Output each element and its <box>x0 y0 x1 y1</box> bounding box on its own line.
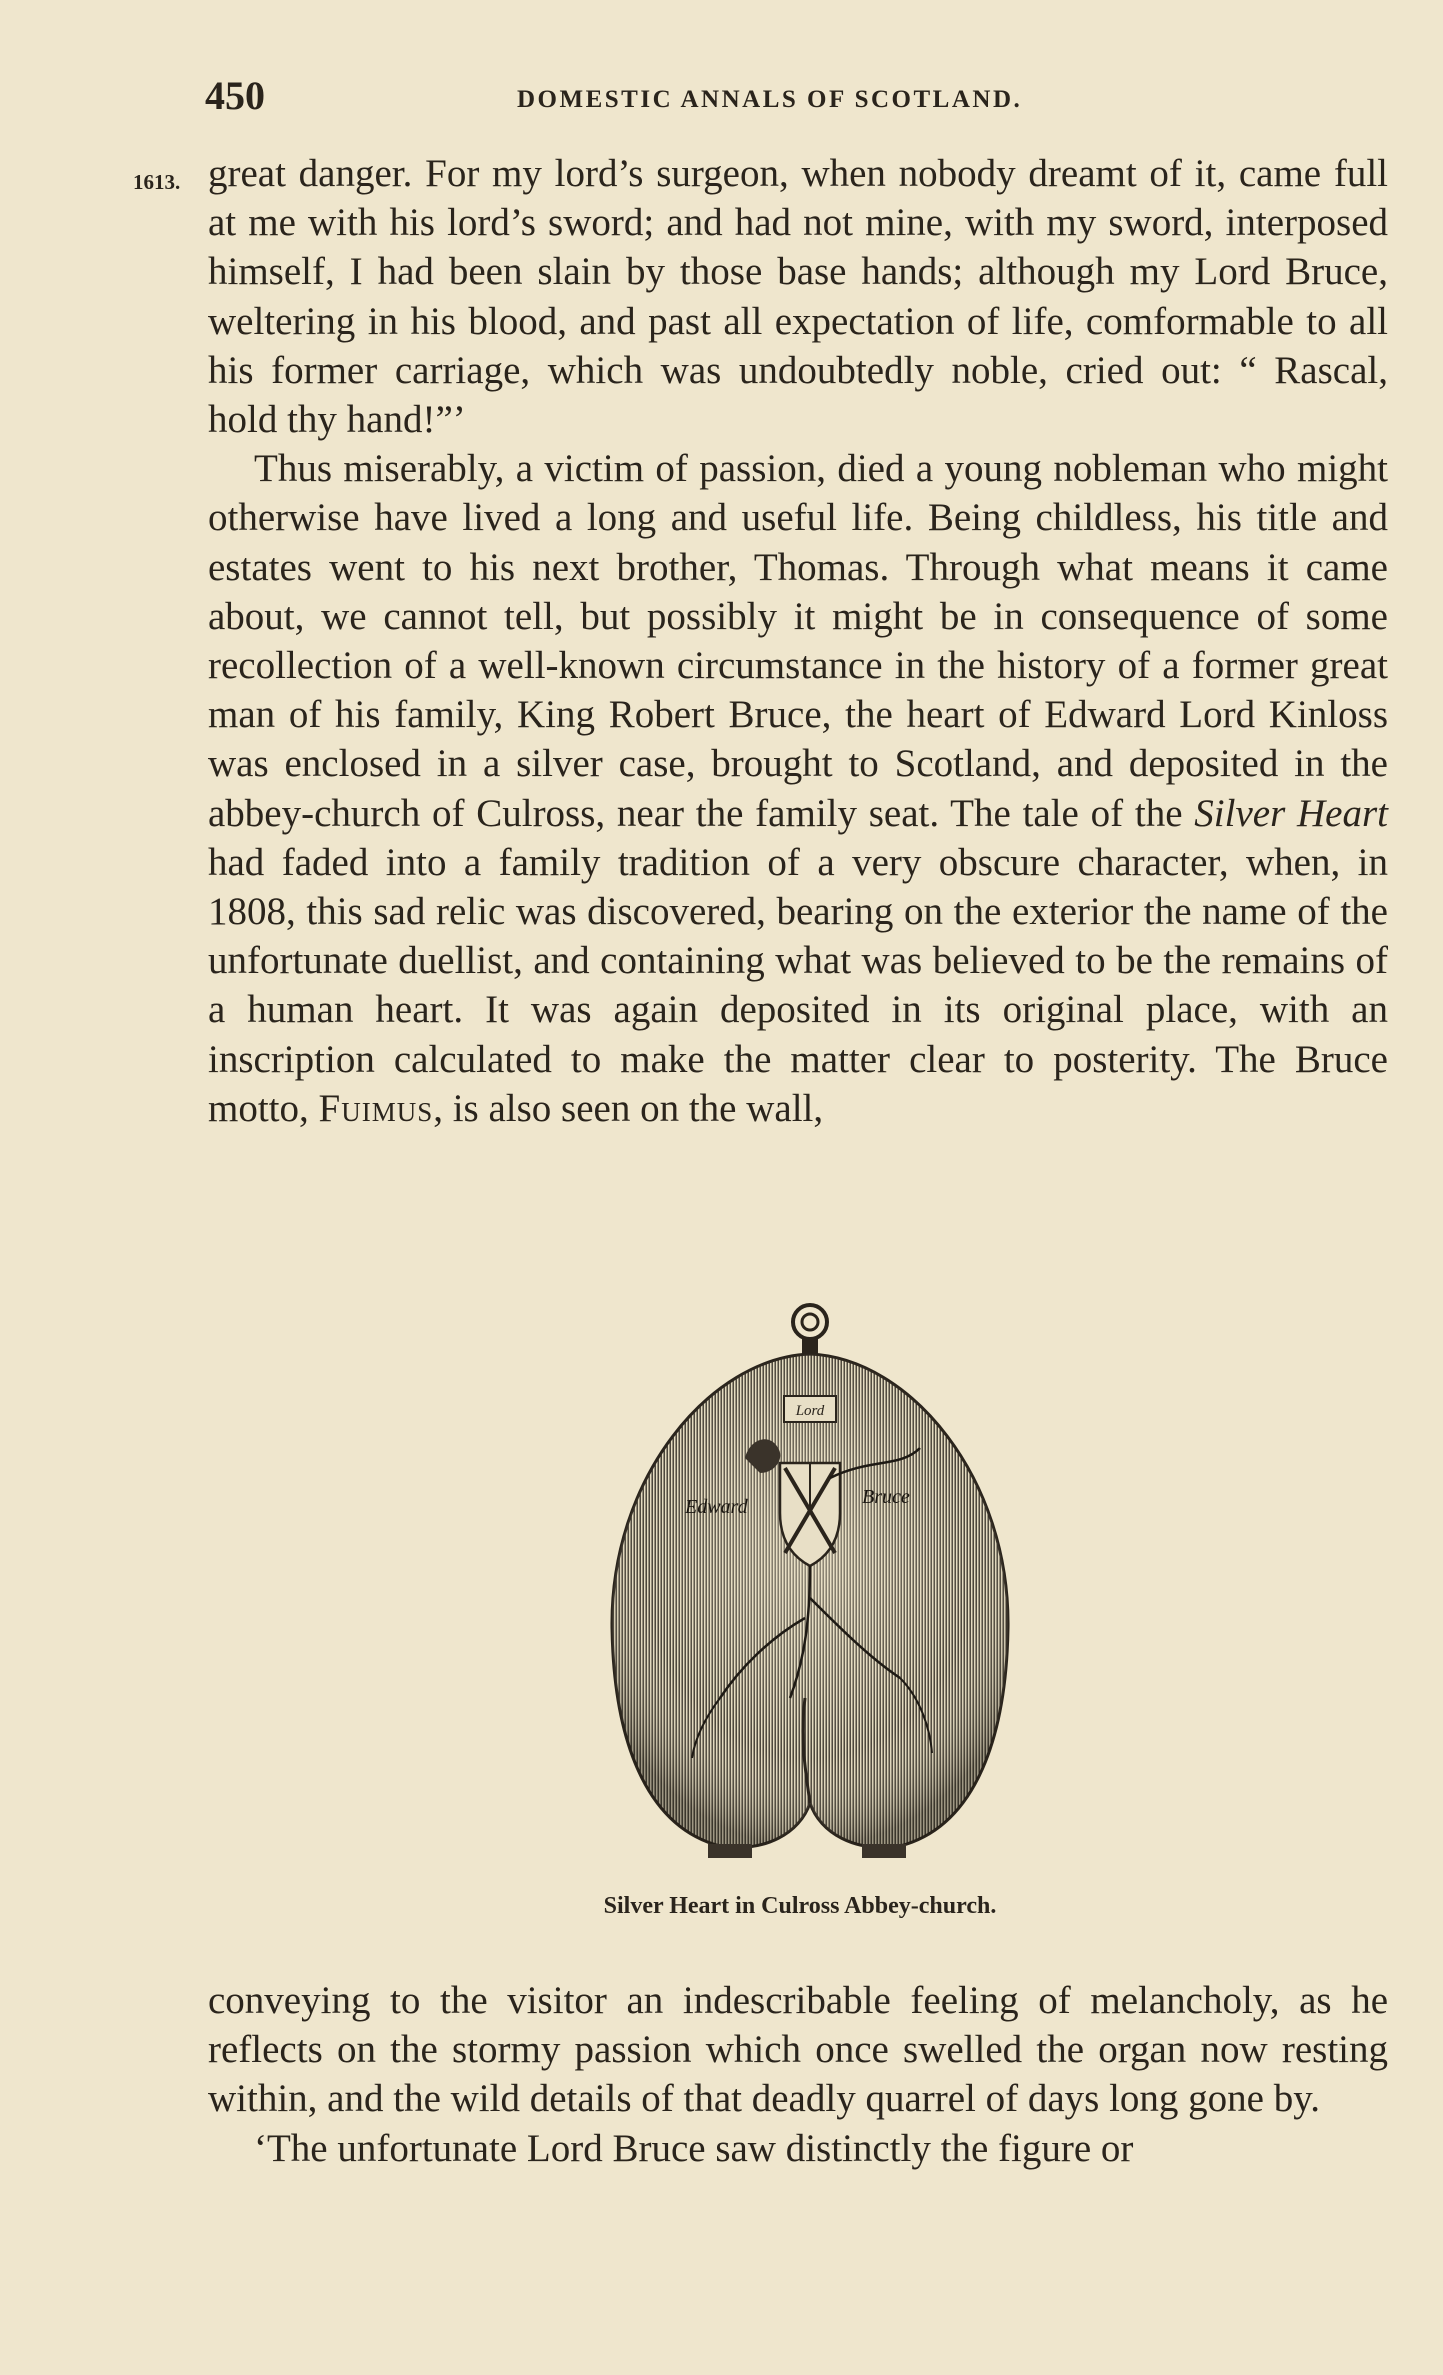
paragraph <box>208 149 1388 444</box>
text-run: had faded into a family tradition of a very obscure character, when, in 1808, this sad relic was discovered, bearing on the exterior the name of the unfortunate duellist, and containing what was believed to be the remains of a human heart. It was again deposited in its original place, with an inscription calculated to make the matter clear to posterity. The Bruce motto, <box>208 840 1388 1130</box>
text-run: Thus miserably, a victim of passion, died a young nobleman who might otherwise have lived a long and useful life. Being childless, his title and estates went to his next brother, Thomas. Through what means it came about, we cannot tell, but possibly it might be in consequence of some recollection of a well-known circumstance in the history of a former great man of his family, King Robert Bruce, the heart of Edward Lord Kinloss was enclosed in a silver case, brought to Scotland, and deposited in the abbey-church of Culross, near the family seat. The tale of the <box>208 447 1388 835</box>
engraved-edward: Edward <box>685 1496 748 1518</box>
page-number: 450 <box>205 73 265 118</box>
text-run: , is also seen on the wall, <box>433 1086 824 1130</box>
text-block-top <box>208 149 1388 1133</box>
text-block-bottom <box>208 1976 1388 2173</box>
paragraph <box>208 2124 1388 2173</box>
text-run-italic: Silver Heart <box>1194 791 1388 835</box>
paragraph <box>208 1976 1388 2124</box>
paragraph <box>208 444 1388 1133</box>
engraved-bruce: Bruce <box>862 1486 910 1508</box>
page-header <box>205 72 1390 122</box>
margin-year-note: 1613. <box>133 170 181 194</box>
text-run: conveying to the visitor an indescribable feeling of melancholy, as he reflects on the stormy passion which once swelled the organ now resting within, and the wild details of that deadly quarrel of days long gone by. <box>208 1979 1388 2121</box>
silver-heart-engraving <box>600 1298 1020 1868</box>
running-title: DOMESTIC ANNALS OF SCOTLAND. <box>517 86 1023 113</box>
engraved-lord: Lord <box>795 1403 825 1419</box>
figure-caption: Silver Heart in Culross Abbey-church. <box>603 1893 997 1919</box>
text-run-smallcaps: Fuimus <box>318 1086 434 1130</box>
text-run: great danger. For my lord’s surgeon, when nobody dreamt of it, came full at me with his lord’s sword; and had not mine, with my sword, interposed himself, I had been slain by those base hands; although my Lord Bruce, weltering in his blood, and past all expectation of life, comformable to all his former carriage, which was undoubtedly noble, cried out: “ Rascal, hold thy hand!”’ <box>208 152 1388 442</box>
text-run: ‘The unfortunate Lord Bruce saw distinctly the figure or <box>254 2126 1134 2170</box>
